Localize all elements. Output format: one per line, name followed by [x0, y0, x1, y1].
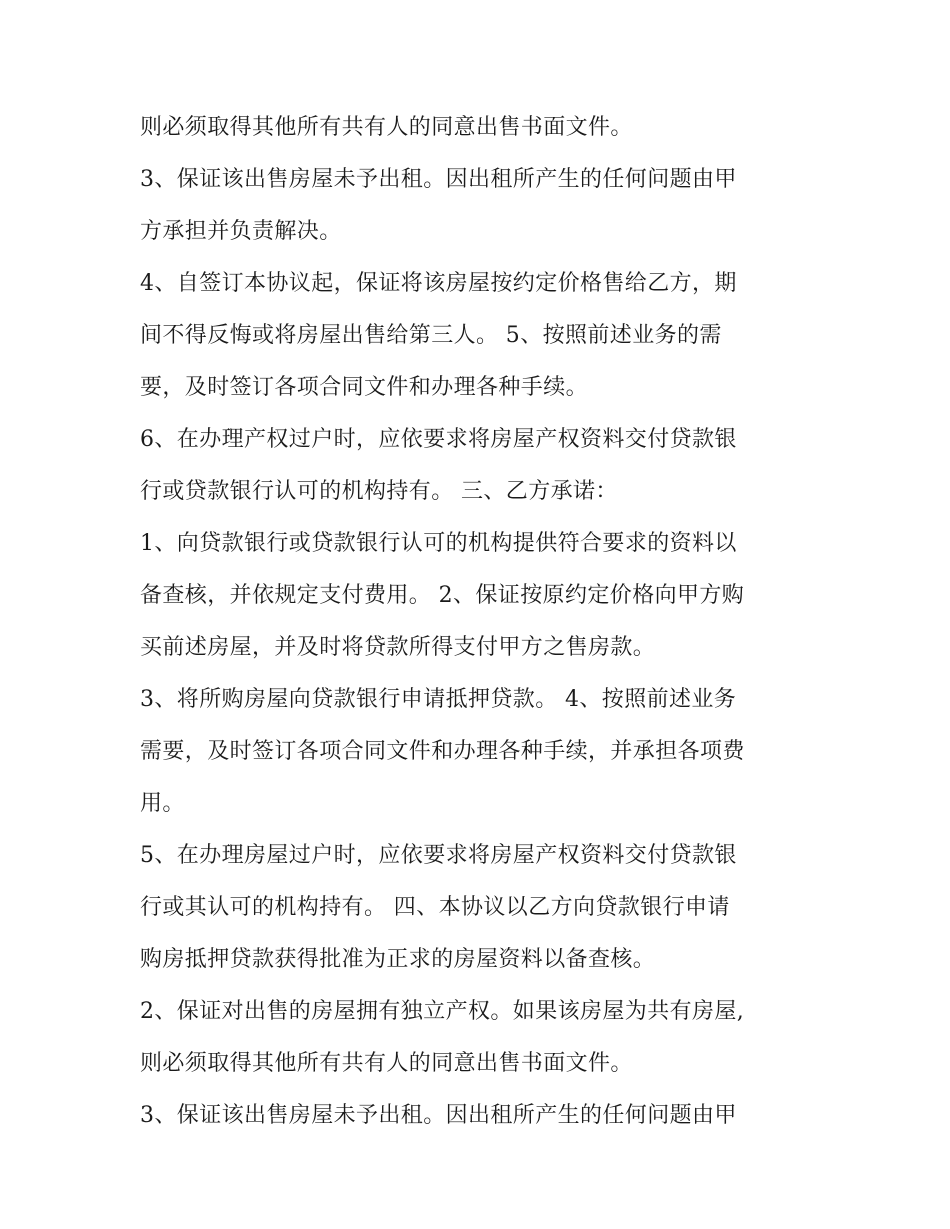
text-line: 购房抵押贷款获得批准为正求的房屋资料以备查核。 [140, 947, 656, 972]
text-line: 3、将所购房屋向贷款银行申请抵押贷款。 4、按照前述业务 [140, 687, 737, 712]
text-line: 5、在办理房屋过户时，应依要求将房屋产权资料交付贷款银 [140, 843, 737, 868]
text-line: 买前述房屋，并及时将贷款所得支付甲方之售房款。 [140, 635, 656, 660]
text-line: 3、保证该出售房屋未予出租。因出租所产生的任何问题由甲 [140, 167, 737, 192]
text-line: 用。 [140, 791, 185, 816]
text-line: 方承担并负责解决。 [140, 219, 342, 244]
text-line: 需要，及时签订各项合同文件和办理各种手续，并承担各项费 [140, 739, 745, 764]
text-line: 2、保证对出售的房屋拥有独立产权。如果该房屋为共有房屋, [140, 999, 745, 1024]
text-line: 4、自签订本协议起，保证将该房屋按约定价格售给乙方，期 [140, 271, 737, 296]
text-line: 备查核，并依规定支付费用。 2、保证按原约定价格向甲方购 [140, 583, 745, 608]
text-line: 1、向贷款银行或贷款银行认可的机构提供符合要求的资料以 [140, 531, 737, 556]
text-line: 3、保证该出售房屋未予出租。因出租所产生的任何问题由甲 [140, 1103, 737, 1128]
text-line: 则必须取得其他所有共有人的同意出售书面文件。 [140, 1051, 633, 1076]
text-line: 6、在办理产权过户时，应依要求将房屋产权资料交付贷款银 [140, 427, 737, 452]
document-body [140, 102, 830, 1142]
text-line: 则必须取得其他所有共有人的同意出售书面文件。 [140, 115, 633, 140]
text-line: 行或贷款银行认可的机构持有。 三、乙方承诺： [140, 479, 618, 504]
text-line: 行或其认可的机构持有。 四、本协议以乙方向贷款银行申请 [140, 895, 730, 920]
text-line: 要，及时签订各项合同文件和办理各种手续。 [140, 375, 589, 400]
text-line: 间不得反悔或将房屋出售给第三人。 5、按照前述业务的需 [140, 323, 722, 348]
